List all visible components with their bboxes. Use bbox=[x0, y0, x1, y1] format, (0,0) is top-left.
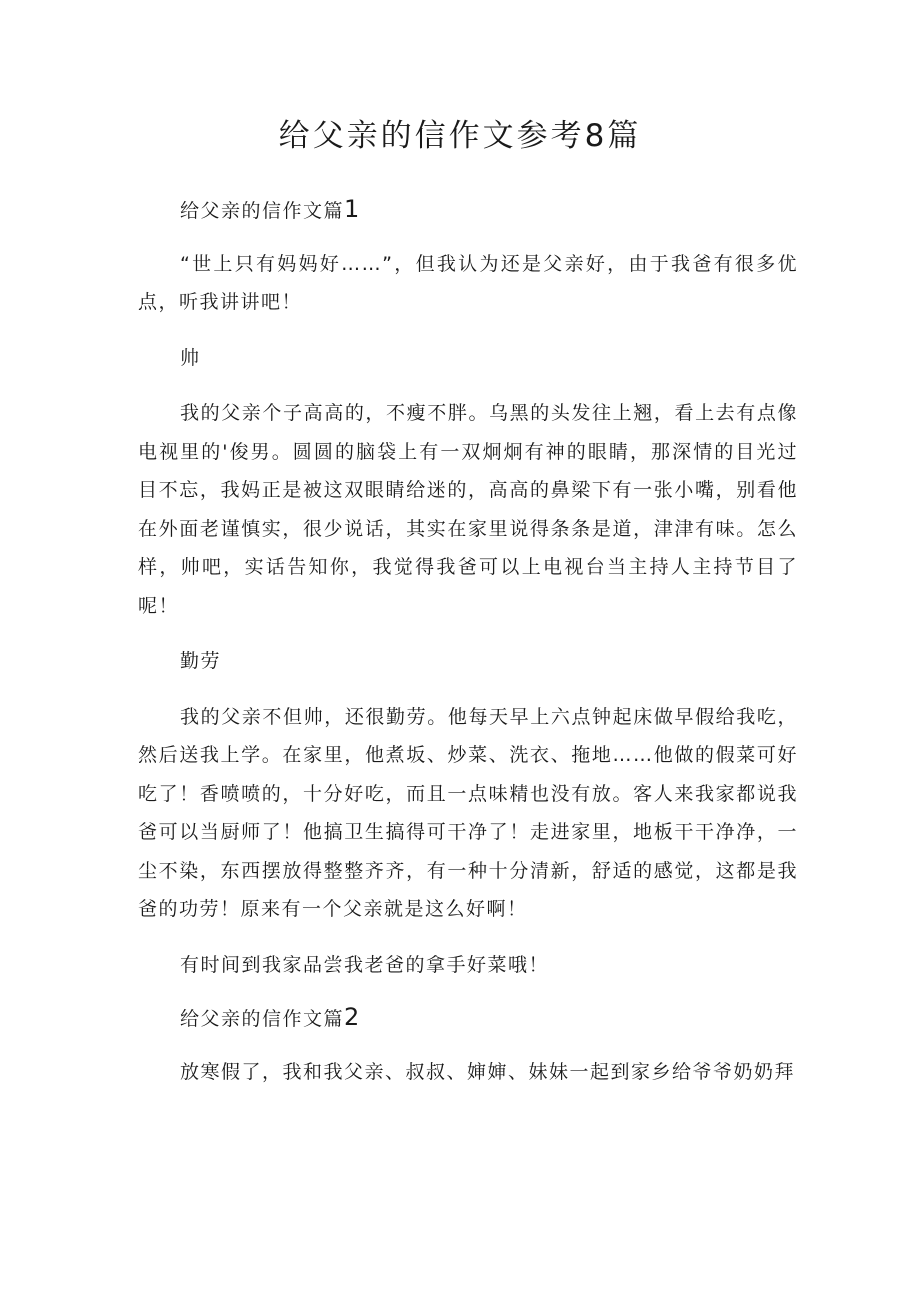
document-body bbox=[138, 190, 798, 1091]
paragraph-hardworking: 我的父亲不但帅，还很勤劳。他每天早上六点钟起床做早假给我吃，然后送我上学。在家里，他煮坂、炒菜、洗衣、拖地……他做的假菜可好吃了！香喷喷的，十分好吃，而且一点味精也没有放。客人来我家都说我爸可以当厨师了！他搞卫生搞得可干净了！走进家里，地板干干净净，一尘不染，东西摆放得整整齐齐，有一种十分清新，舒适的感觉，这都是我爸的功劳！原来有一个父亲就是这么好啊！ bbox=[138, 705, 798, 920]
section-1-intro: “世上只有妈妈好……”，但我认为还是父亲好，由于我爸有很多优点，听我讲讲吧！ bbox=[138, 252, 798, 313]
section-1-closing: 有时间到我家品尝我老爸的拿手好菜哦！ bbox=[180, 953, 550, 976]
paragraph-handsome: 我的父亲个子高高的，不瘦不胖。乌黑的头发往上翘，看上去有点像电视里的'俊男。圆圆的脑袋上有一双炯炯有神的眼睛，那深情的目光过目不忘，我妈正是被这双眼睛给迷的，高高的鼻梁下有一张小嘴，别看他在外面老谨慎实，很少说话，其实在家里说得条条是道，津津有味。怎么样，帅吧，实话告知你，我觉得我爸可以上电视台当主持人主持节目了呢！ bbox=[138, 402, 798, 617]
subheading-hardworking: 勤劳 bbox=[180, 650, 222, 672]
section-heading-1 bbox=[138, 190, 798, 231]
section-heading-2 bbox=[138, 998, 798, 1039]
section-heading-text: 给父亲的信作文篇 bbox=[180, 200, 345, 222]
section-heading-number: 1 bbox=[344, 195, 360, 223]
section-heading-number: 2 bbox=[344, 1003, 360, 1031]
section-heading-text: 给父亲的信作文篇 bbox=[180, 1008, 345, 1030]
subheading-handsome: 帅 bbox=[180, 346, 201, 369]
section-2-intro: 放寒假了，我和我父亲、叔叔、婶婶、妹妹一起到家乡给爷爷奶奶拜 bbox=[180, 1060, 796, 1083]
document-title: 给父亲的信作文参考8篇 bbox=[278, 118, 642, 154]
